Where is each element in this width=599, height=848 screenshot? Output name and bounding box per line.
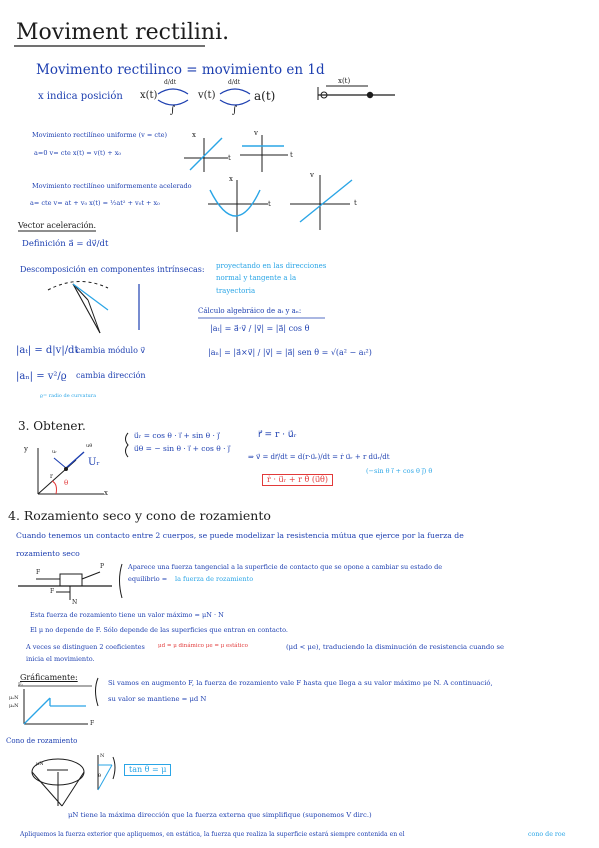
sec1-heading: Movimento rectilinco = movimiento en 1d [36, 62, 325, 78]
intrinsic-note-3: trayectoria [216, 287, 256, 295]
ga-mud: μₐN [9, 703, 19, 709]
cone-theta: θ [98, 773, 102, 779]
an-note: cambia dirección [76, 371, 146, 380]
p3-ut: uθ [86, 443, 93, 449]
an-equation: |aₙ| = |a⃗×v⃗| / |v⃗| = |a⃗| sen θ = √(a² − aₜ²) [208, 348, 372, 357]
fd-P: P [100, 563, 105, 570]
g1-y: x [192, 131, 196, 139]
p3-x: x [104, 489, 108, 497]
int-1: ∫ [170, 105, 176, 116]
chain-x: x(t) [140, 90, 158, 101]
max-friction: Esta fuerza de rozamiento tiene un valor máximo = μN · N [30, 611, 224, 619]
appear-2a: equilibrio = [128, 575, 168, 583]
mrua-graphs [208, 175, 352, 232]
d-dt-1: d/dt [164, 79, 177, 86]
g4-x: t [354, 199, 357, 207]
sec2-heading: Vector aceleración. [18, 221, 97, 230]
intrinsic-note-2: normal y tangente a la [216, 274, 297, 282]
friction-graph [18, 678, 98, 724]
g3-x: t [268, 200, 271, 208]
p3-theta: θ [64, 479, 69, 487]
accel-definition: Definición a⃗ = dv⃗/dt [22, 239, 109, 249]
friction-intro-2: rozamiento seco [16, 549, 80, 558]
ur-derivative: (−sin θ i⃗ + cos θ j⃗) θ̇ [366, 467, 433, 475]
g1-x: t [228, 154, 231, 162]
fd-Fr: F [50, 588, 55, 595]
page-title: Moviment rectilini. [16, 20, 230, 45]
g4-y: v [310, 171, 314, 179]
p3-ur: uᵣ [52, 449, 57, 455]
an-definition: |aₙ| = v²/ϱ [16, 371, 67, 382]
position-label: x indica posición [38, 91, 123, 102]
ga-F: F [90, 720, 95, 727]
mru-graphs [184, 135, 288, 172]
position-axis [318, 86, 395, 100]
cone-N: N [100, 753, 105, 759]
coefficients-c: (μd < μe), traduciendo la disminución de resistencia cuando se [286, 643, 504, 651]
utheta-equation: u⃗θ = − sin θ · i⃗ + cos θ · j⃗ [134, 444, 230, 453]
r-equation: r⃗ = r · u⃗ᵣ [258, 430, 297, 440]
at-equation: |aₜ| = a⃗·v⃗ / |v⃗| = |a⃗| cos θ [210, 324, 310, 333]
g3-y: x [229, 175, 233, 183]
polar-diagram [38, 448, 104, 494]
v-equation: ⇒ v⃗ = dr⃗/dt = d(r·u⃗ᵣ)/dt = ṙ u⃗ᵣ + r du⃗ᵣ/dt [248, 453, 390, 461]
ur-equation: u⃗ᵣ = cos θ · i⃗ + sin θ · j⃗ [134, 431, 220, 440]
calc-title: Cálculo algebráico de aₜ y aₙ: [198, 307, 302, 315]
mrua-title: Movimiento rectilíneo uniformemente acelerado [32, 182, 192, 190]
int-2: ∫ [232, 105, 238, 116]
sec3-heading: 3. Obtener. [18, 419, 86, 433]
coefficients-a: A veces se distinguen 2 coeficientes [26, 643, 145, 651]
at-definition: |aₜ| = d|v|/dt [16, 345, 79, 356]
p3-Ur: Uᵣ [88, 457, 100, 468]
intrinsic-diagram [48, 281, 139, 333]
p3-r: r [50, 473, 53, 480]
velocity-boxed: ṙ · u⃗ᵣ + r θ̇ (u⃗θ) [262, 474, 333, 486]
p3-y: y [24, 445, 28, 453]
mru-eq: a=0 v= cte x(t) = v(t) + x₀ [34, 149, 122, 157]
tan-theta-box: tan θ = μ [124, 764, 171, 776]
friction-intro-1: Cuando tenemos un contacto entre 2 cuerpos, se puede modelizar la resistencia mútua que ejerce por la fuerza de [16, 531, 464, 540]
axis-label: x(t) [338, 77, 351, 85]
fd-N: N [72, 599, 78, 606]
mu-direction: μN tiene la máxima dirección que la fuerza externa que simplifique (suponemos V dirc.) [68, 811, 372, 819]
coefficients-2: inicia el movimiento. [26, 655, 95, 663]
intrinsic-note-1: proyectando en las direcciones [216, 262, 327, 270]
mu-independent: El μ no depende de F. Sólo depende de las superficies que entran en contacto. [30, 626, 288, 634]
ga-mue: μₑN [9, 695, 19, 701]
rho-note: ϱ= radio de curvatura [40, 393, 97, 399]
g2-x: t [290, 151, 293, 159]
mru-title: Movimiento rectilíneo uniforme (v = cte) [32, 131, 168, 139]
appear-2b: la fuerza de rozamiento [175, 575, 254, 583]
graphically-title: Gráficamente: [20, 673, 78, 682]
chain-a: a(t) [254, 89, 276, 103]
sec4-heading: 4. Rozamiento seco y cono de rozamiento [8, 508, 271, 523]
graph-text-1: Si vamos en augmento F, la fuerza de rozamiento vale F hasta que llega a su valor máximo μe N. A continuació, [108, 679, 493, 687]
intrinsic-title: Descomposición en componentes intrínsecas: [20, 265, 205, 274]
g2-y: v [254, 129, 258, 137]
fd-F: F [36, 569, 41, 576]
last-line-a: Apliquemos la fuerza exterior que apliquemos, en estática, la fuerza que realiza la superficie estará siempre contenida en el [20, 831, 405, 838]
d-dt-2: d/dt [228, 79, 241, 86]
coefficients-b: μd = μ dinámico μe = μ estático [158, 643, 248, 649]
cone-title: Cono de rozamiento [6, 737, 78, 745]
appear-1: Aparece una fuerza tangencial a la superficie de contacto que se opone a cambiar su estado de [128, 563, 443, 571]
last-line-b: cono de roe [528, 831, 566, 838]
ga-Fr: Fᵣ [18, 682, 24, 688]
graph-text-2: su valor se mantiene = μd N [108, 695, 207, 703]
mrua-eq: a= cte v= at + v₀ x(t) = ½at² + v₀t + x₀ [30, 199, 160, 207]
cone-diagram [32, 755, 115, 806]
cone-muN: μN [36, 761, 44, 767]
chain-v: v(t) [198, 90, 216, 101]
at-note: cambia módulo v⃗ [76, 346, 146, 355]
friction-diagram [18, 564, 122, 600]
